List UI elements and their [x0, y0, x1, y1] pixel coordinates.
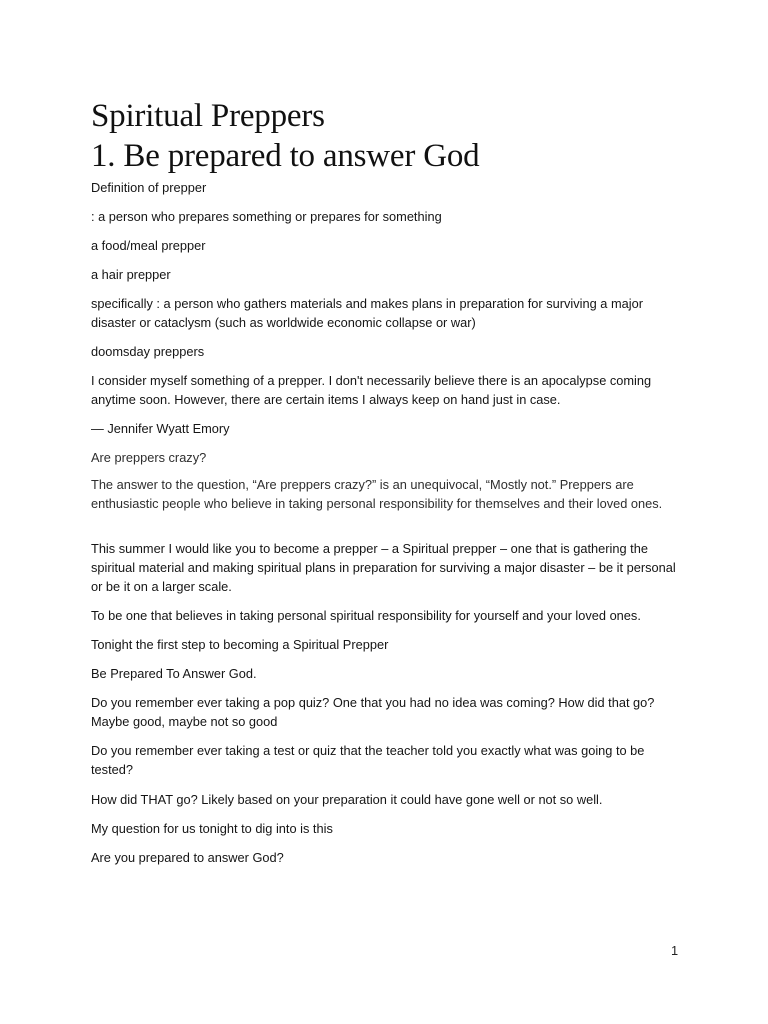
paragraph-summer: This summer I would like you to become a prepper – a Spiritual prepper – one that is gathering the spiritual material and making spiritual plans in preparation for surviving a major disaster – be it personal or be it on a larger scale. — [91, 541, 676, 594]
paragraph-attribution: — Jennifer Wyatt Emory — [91, 421, 230, 436]
page-number: 1 — [671, 943, 679, 958]
paragraph-test: Do you remember ever taking a test or quiz that the teacher told you exactly what was going to be tested? — [91, 743, 645, 777]
paragraph-question: Are preppers crazy? — [91, 450, 207, 465]
paragraph-my-question: My question for us tonight to dig into is this — [91, 821, 333, 836]
paragraph-answer: The answer to the question, “Are preppers crazy?” is an unequivocal, “Mostly not.” Preppers are enthusiastic people who believe in taking personal responsibility for themselves and their loved ones. — [91, 477, 663, 511]
paragraph-specifically: specifically : a person who gathers materials and makes plans in preparation for surviving a major disaster or cataclysm (such as worldwide economic collapse or war) — [91, 296, 643, 330]
paragraph-final-question: Are you prepared to answer God? — [91, 850, 284, 865]
paragraph-example-food: a food/meal prepper — [91, 238, 206, 253]
paragraph-example-hair: a hair prepper — [91, 267, 171, 282]
paragraph-be-prepared: Be Prepared To Answer God. — [91, 666, 257, 681]
paragraph-responsibility: To be one that believes in taking personal spiritual responsibility for yourself and your loved ones. — [91, 608, 641, 623]
paragraph-pop-quiz: Do you remember ever taking a pop quiz? One that you had no idea was coming? How did that go? Maybe good, maybe not so good — [91, 695, 655, 729]
paragraph-definition: : a person who prepares something or prepares for something — [91, 209, 442, 224]
paragraph-quote: I consider myself something of a prepper. I don't necessarily believe there is an apocalypse coming anytime soon. However, there are certain items I always keep on hand just in case. — [91, 373, 652, 407]
paragraph-first-step: Tonight the first step to becoming a Spiritual Prepper — [91, 637, 389, 652]
document-title — [91, 96, 691, 176]
paragraph-doomsday: doomsday preppers — [91, 344, 205, 359]
title-line-1: Spiritual Preppers — [91, 98, 325, 134]
title-line-2: 1. Be prepared to answer God — [91, 138, 480, 174]
paragraph-how-did-that-go: How did THAT go? Likely based on your preparation it could have gone well or not so well. — [91, 792, 603, 807]
paragraph-definition-heading: Definition of prepper — [91, 180, 207, 195]
